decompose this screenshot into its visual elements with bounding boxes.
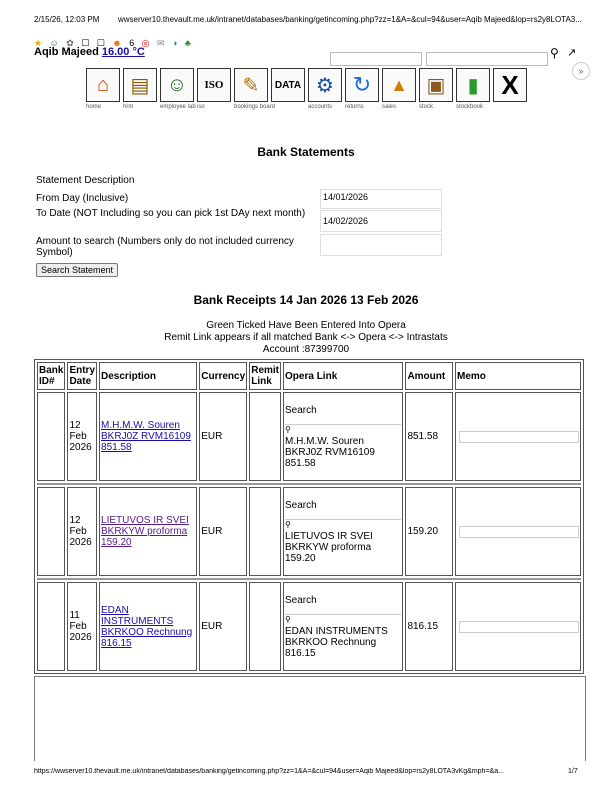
employee-icon[interactable]: ☺ bbox=[160, 68, 194, 102]
description-cell bbox=[99, 582, 197, 671]
remit-link-cell bbox=[249, 392, 281, 481]
entry-date-cell: 12 Feb 2026 bbox=[67, 487, 97, 576]
bank-id-cell bbox=[37, 582, 65, 671]
search-icon[interactable]: ⚲ bbox=[550, 46, 559, 60]
col-entry-date: Entry Date bbox=[67, 362, 97, 390]
smiley-icon[interactable]: ☺ bbox=[49, 38, 59, 48]
search-label: Search bbox=[285, 499, 317, 511]
external-link-icon[interactable]: ↗ bbox=[567, 47, 577, 59]
memo-cell bbox=[455, 582, 581, 671]
magnifier-icon[interactable]: ⚲ bbox=[285, 614, 401, 624]
col-opera-link: Opera Link bbox=[283, 362, 403, 390]
bank-id-cell bbox=[37, 487, 65, 576]
nav-label-home: home bbox=[86, 104, 102, 110]
opera-icon[interactable]: DATA bbox=[271, 68, 305, 102]
magnifier-icon[interactable]: ⚲ bbox=[285, 519, 401, 529]
amount-cell: 816.15 bbox=[405, 582, 453, 671]
club-icon[interactable]: ♣ bbox=[184, 38, 191, 48]
nav-label-hrm: hrm bbox=[123, 104, 134, 110]
currency-cell: EUR bbox=[199, 582, 247, 671]
close-icon[interactable]: X bbox=[493, 68, 527, 102]
nav-label-stock: stock bbox=[419, 104, 434, 110]
entry-date-cell: 11 Feb 2026 bbox=[67, 582, 97, 671]
six-icon[interactable]: 6 bbox=[129, 38, 135, 48]
returns-icon[interactable]: ↻ bbox=[345, 68, 379, 102]
remit-link-cell bbox=[249, 487, 281, 576]
currency-cell: EUR bbox=[199, 487, 247, 576]
receipts-notes bbox=[0, 320, 612, 356]
face-icon[interactable]: ☻ bbox=[112, 38, 122, 48]
memo-input[interactable] bbox=[459, 526, 579, 538]
description-cell bbox=[99, 392, 197, 481]
currency-cell: EUR bbox=[199, 392, 247, 481]
table-header-row bbox=[37, 362, 581, 390]
user-name: Aqib Majeed bbox=[34, 46, 99, 58]
target-icon[interactable]: ◎ bbox=[141, 38, 150, 48]
to-date-label: To Date (NOT Including so you can pick 1st DAy next month) bbox=[36, 208, 306, 219]
mail-icon[interactable]: ✉ bbox=[156, 38, 165, 48]
row-separator bbox=[37, 578, 581, 580]
amount-cell: 159.20 bbox=[405, 487, 453, 576]
page-title: Bank Statements bbox=[257, 145, 355, 159]
opera-link-cell bbox=[283, 582, 403, 671]
bank-id-cell bbox=[37, 392, 65, 481]
table-row bbox=[37, 582, 581, 671]
bookings-icon[interactable]: ✎ bbox=[234, 68, 268, 102]
flower-icon[interactable]: ✿ bbox=[66, 38, 74, 48]
col-remit-link: Remit Link bbox=[249, 362, 281, 390]
search-label: Search bbox=[285, 594, 317, 606]
iso-icon[interactable]: ISO bbox=[197, 68, 231, 102]
amount-cell: 851.58 bbox=[405, 392, 453, 481]
memo-input[interactable] bbox=[459, 621, 579, 633]
receipts-table bbox=[34, 359, 584, 674]
user-info bbox=[34, 46, 145, 58]
scroll-right-icon[interactable]: » bbox=[572, 62, 590, 80]
to-date-field[interactable]: 14/02/2026 bbox=[320, 210, 442, 232]
col-memo: Memo bbox=[455, 362, 581, 390]
remit-link-cell bbox=[249, 582, 281, 671]
search-label: Search bbox=[285, 404, 317, 416]
separator-cell bbox=[37, 578, 581, 580]
company-select[interactable] bbox=[330, 52, 422, 66]
note-green-ticked: Green Ticked Have Been Entered Into Opera bbox=[206, 320, 406, 331]
print-footer-url: https://wwserver10.thevault.me.uk/intranet/databases/banking/getincoming.php?zz=1&A=&cul=94&user=Aqib Majeed&lop=rs2y8LOTA3vKg&mph=&a... bbox=[34, 768, 504, 775]
description-link[interactable]: EDAN INSTRUMENTS BKRKOO Rechnung 816.15 bbox=[101, 604, 193, 649]
doc-icon[interactable]: ☐ bbox=[96, 38, 105, 48]
hrm-icon[interactable]: ▤ bbox=[123, 68, 157, 102]
opera-text: EDAN INSTRUMENTS BKRKOO Rechnung 816.15 bbox=[285, 625, 388, 659]
row-separator bbox=[37, 483, 581, 485]
circle-icon[interactable]: ◑ bbox=[171, 38, 178, 48]
nav-label-stockbook: stockbook bbox=[456, 104, 484, 110]
sales-icon[interactable]: ▲ bbox=[382, 68, 416, 102]
accounts-icon[interactable]: ⚙ bbox=[308, 68, 342, 102]
star-icon[interactable]: ★ bbox=[34, 38, 43, 48]
page-number: 1/7 bbox=[568, 768, 578, 775]
search-box[interactable] bbox=[426, 52, 548, 66]
note-remit-link: Remit Link appears if all matched Bank <-> Opera <-> Intrastats bbox=[164, 332, 448, 343]
memo-cell bbox=[455, 487, 581, 576]
nav-label-employee: employee lab bbox=[160, 104, 196, 110]
page-icon[interactable]: ☐ bbox=[81, 38, 90, 48]
home-icon[interactable]: ⌂ bbox=[86, 68, 120, 102]
opera-text: M.H.M.W. Souren BKRJ0Z RVM16109 851.58 bbox=[285, 435, 375, 469]
col-bank-id: Bank ID# bbox=[37, 362, 65, 390]
entry-date-cell: 12 Feb 2026 bbox=[67, 392, 97, 481]
nav-label-returns: returns bbox=[345, 104, 364, 110]
opera-link-cell bbox=[283, 392, 403, 481]
from-day-label: From Day (Inclusive) bbox=[36, 193, 129, 204]
opera-text: LIETUVOS IR SVEI BKRKYW proforma 159.20 bbox=[285, 530, 373, 564]
magnifier-icon[interactable]: ⚲ bbox=[285, 424, 401, 434]
description-link[interactable]: M.H.M.W. Souren BKRJ0Z RVM16109 851.58 bbox=[101, 420, 191, 453]
amount-label: Amount to search (Numbers only do not included currency Symbol) bbox=[36, 236, 294, 258]
nav-label-sales: sales bbox=[382, 104, 397, 110]
nav-label-iso: iso bbox=[197, 104, 205, 110]
col-currency: Currency bbox=[199, 362, 247, 390]
account-number: Account :87399700 bbox=[262, 344, 350, 355]
from-date-field[interactable]: 14/01/2026 bbox=[320, 189, 442, 209]
memo-input[interactable] bbox=[459, 431, 579, 443]
memo-cell bbox=[455, 392, 581, 481]
stock-icon[interactable]: ▣ bbox=[419, 68, 453, 102]
table-row bbox=[37, 487, 581, 576]
amount-field[interactable] bbox=[320, 234, 442, 256]
temperature-link[interactable]: 16.00 °C bbox=[101, 46, 145, 58]
nav-label-bookings: bookings board bbox=[234, 104, 276, 110]
col-amount: Amount bbox=[405, 362, 453, 390]
description-link[interactable]: LIETUVOS IR SVEI BKRKYW proforma 159.20 bbox=[101, 515, 189, 548]
print-timestamp: 2/15/26, 12:03 PM bbox=[34, 15, 100, 24]
table-row bbox=[37, 392, 581, 481]
receipts-title: Bank Receipts 14 Jan 2026 13 Feb 2026 bbox=[193, 293, 419, 307]
search-statement-button[interactable]: Search Statement bbox=[36, 263, 118, 277]
statement-description-label: Statement Description bbox=[36, 175, 135, 186]
stockbook-icon[interactable]: ▮ bbox=[456, 68, 490, 102]
separator-cell bbox=[37, 483, 581, 485]
table-continuation bbox=[34, 676, 586, 761]
nav-label-accounts: accounts bbox=[308, 104, 333, 110]
description-cell bbox=[99, 487, 197, 576]
opera-link-cell bbox=[283, 487, 403, 576]
col-description: Description bbox=[99, 362, 197, 390]
print-url: wwserver10.thevault.me.uk/intranet/databases/banking/getincoming.php?zz=1&A=&cul=94&user=Aqib Majeed&lop=rs2y8LOTA3... bbox=[118, 15, 582, 24]
